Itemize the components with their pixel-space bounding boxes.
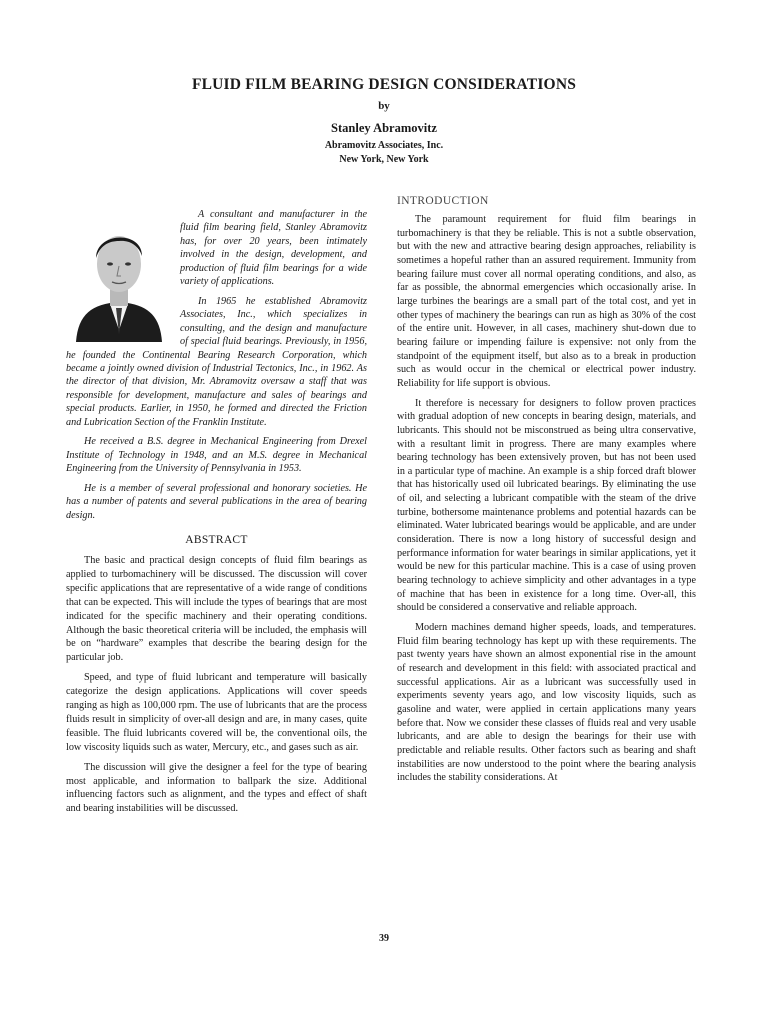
author-portrait-icon <box>66 210 172 342</box>
introduction-paragraph: The paramount requirement for fluid film bearings in turbomachinery is that they be reliable. This is not a subtle observation, but with the new and attractive bearing design approaches, reliability is sometimes a hopeful rather than an assured requirement. Immunity from bearing failure must cover all normal operating conditions, and also, as far as possible, the abnormal emergencies which occasionally arise. In large turbines the bearings are a small part of the total cost, and yet in other types of machinery the bearings can run as high as 30% of the cost of the entire unit. However, in all cases, machinery shut-down due to bearing failure or impending failure is expensive: not only from the standpoint of the equipment itself, but also as to a break in production such as would occur in the chemical or electrical power industry. Reliability for life support is obvious. <box>397 214 696 389</box>
abstract-heading: ABSTRACT <box>185 533 248 546</box>
byline: by <box>378 100 390 112</box>
introduction-paragraph: Modern machines demand higher speeds, loads, and temperatures. Fluid film bearing technology has kept up with these requirements. The past twenty years have shown an almost exponential rise in the amount of research and development in this field: with associated practical and successful applications. Air as a lubricant was successfully used in experiments seventy years ago, and low viscosity liquids, such as gasoline and water, were applied in certain applications many years before that. Now we consider these classes of fluids real and very usable lubricants, and are able to design the bearings for their use with predictable and reliable results. Other factors such as bearing and shaft instabilities are now understood to the point where the bearing analysis includes the stability considerations. At <box>397 622 696 784</box>
bio-paragraph: He received a B.S. degree in Mechanical Engineering from Drexel Institute of Technology in 1948, and an M.S. degree in Mechanical Engineering from the University of Pennsylvania in 1953. <box>66 436 367 475</box>
bio-paragraph: A consultant and manufacturer in the fluid film bearing field, Stanley Abramovitz has, for over 20 years, been intimately involved in the design, development, and production of fluid film bearings for a wide variety of applications. <box>180 209 367 288</box>
introduction-heading: INTRODUCTION <box>397 195 489 207</box>
page-number: 39 <box>379 933 389 944</box>
affiliation-company: Abramovitz Associates, Inc. <box>324 140 444 151</box>
right-column <box>397 195 696 791</box>
bio-paragraph: He is a member of several professional and honorary societies. He has a number of patents and several publications in the area of bearing design. <box>66 482 367 521</box>
abstract-paragraph: The discussion will give the designer a feel for the type of bearing most applicable, and information to ballpark the size. Additional influencing factors such as alignment, and the types and effect of shaft and bearing instabilities will be discussed. <box>66 761 367 815</box>
author-name: Stanley Abramovitz <box>331 121 437 135</box>
introduction-paragraph: It therefore is necessary for designers to follow proven practices with gradual adoption of new concepts in bearing design, materials, and lubricants. This should not be misconstrued as being ultra conservative, with a resultant limit in progress. There are many examples where bearing technology has been extensively proven, but has not been used in a particular type of machine. An example is a ship forced draft blower that has historically used oil lubricated bearings. By eliminating the use of oil, and selecting a lubricant compatible with the steam of the drive turbine, bothersome maintenance problems and potential hazards can be eliminated. Water lubricated bearings would be applicable, and are under consideration. There is now a long history of successful design and performance information for water bearings in similar applications, yet it would be new for this particular machine. This is a case of using proven bearing technology to achieve simplicity and other advantages in a type of machine that has been in existence for a long time. Over-all, this should be considered a conservative and reliable approach. <box>397 397 696 614</box>
author-photo <box>66 210 172 342</box>
bio-paragraph: In 1965 he established Abramovitz Associates, Inc., which specializes in consulting, and the design and manufacture of special fluid bearings. Previously, in 1956, he founded the Continental Bearing Research Corporation, which became a jointly owned division of Industrial Tectonics, Inc., in 1962. As the director of that division, Mr. Abramovitz oversaw a staff that was responsible for development, manufacture and sales of bearings and special products. Earlier, in 1950, he formed and directed the Friction and Lubrication Section of the Franklin Institute. <box>66 295 367 428</box>
left-column <box>66 208 367 822</box>
affiliation-location: New York, New York <box>339 154 429 165</box>
paper-title: FLUID FILM BEARING DESIGN CONSIDERATIONS <box>191 76 577 93</box>
affiliation <box>0 139 768 167</box>
abstract-paragraph: The basic and practical design concepts of fluid film bearings as applied to turbomachinery will be discussed. The discussion will cover specific applications that are representative of a wide range of conditions that can be expected. This will include the types of bearings that are most indicated for the specific machinery and their operating conditions. Although the basic theoretical criteria will be included, the emphasis will be on “hardware” examples that describe the bearing design for the particular job. <box>66 554 367 664</box>
abstract-paragraph: Speed, and type of fluid lubricant and temperature will basically categorize the design applications. Applications will cover speeds ranging as high as 100,000 rpm. The use of lubricants that are the process fluids result in simplicity of over-all design and are, in many cases, quite feasible. The fluid lubricants covered will be, the conventional oils, the low viscosity liquids such as water, Mercury, etc., and gases such as air. <box>66 672 367 753</box>
